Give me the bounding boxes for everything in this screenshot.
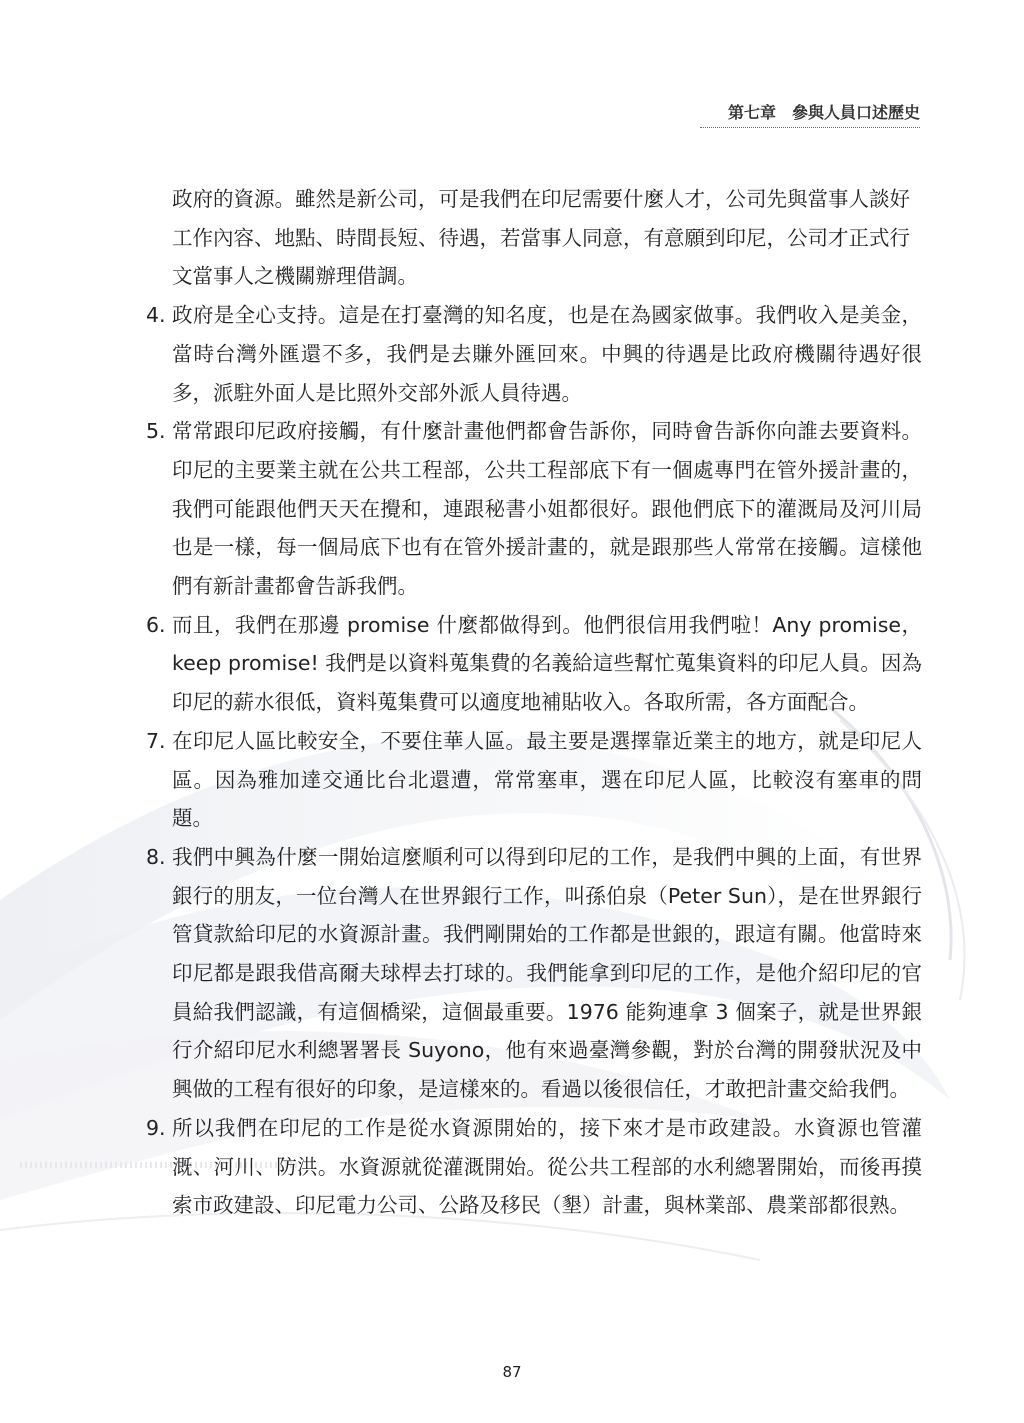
list-item-number: 5. — [146, 419, 166, 444]
list-item — [146, 838, 922, 1109]
list-item-number: 9. — [146, 1115, 166, 1140]
main-content — [146, 180, 922, 1225]
header-divider — [700, 127, 920, 128]
list-item — [146, 606, 922, 722]
list-item-text: 政府是全心支持。這是在打臺灣的知名度，也是在為國家做事。我們收入是美金，當時台灣外匯還不多，我們是去賺外匯回來。中興的待遇是比政府機關待遇好很多，派駐外面人是比照外交部外派人員待遇。 — [172, 303, 922, 405]
list-item — [146, 722, 922, 838]
list-item-text: 在印尼人區比較安全，不要住華人區。最主要是選擇靠近業主的地方，就是印尼人區。因為雅加達交通比台北還遭，常常塞車，選在印尼人區，比較沒有塞車的問題。 — [172, 728, 922, 831]
list-item-number: 4. — [146, 303, 166, 328]
list-item-number: 6. — [146, 612, 166, 637]
page-number: 87 — [502, 1363, 522, 1381]
list-item-text: 而且，我們在那邊 promise 什麼都做得到。他們很信用我們啦！Any promise，keep promise! 我們是以資料蒐集費的名義給這些幫忙蒐集資料的印尼人員。因為印尼的薪水很低，資料蒐集費可以適度地補貼收入。各取所需，各方面配合。 — [172, 612, 922, 715]
list-item-text: 我們中興為什麼一開始這麼順利可以得到印尼的工作，是我們中興的上面，有世界銀行的朋友，一位台灣人在世界銀行工作，叫孫伯泉（Peter Sun），是在世界銀行管貸款給印尼的水資源計畫。我們剛開始的工作都是世銀的，跟這有關。他當時來印尼都是跟我借高爾夫球桿去打球的。我們能拿到印尼的工作，是他介紹印尼的官員給我們認識，有這個橋梁，這個最重要。1976 能夠連拿 3 個案子，就是世界銀行介紹印尼水利總署署長 Suyono，他有來過臺灣參觀，對於台灣的開發狀況及中興做的工程有很好的印象，是這樣來的。看過以後很信任，才敢把計畫交給我們。 — [172, 844, 922, 1102]
chapter-header: 第七章 參與人員口述歷史 — [727, 103, 920, 122]
list-item — [146, 412, 922, 606]
list-item — [146, 296, 922, 412]
list-item — [146, 1109, 922, 1225]
list-item-number: 8. — [146, 844, 166, 869]
list-item-text: 所以我們在印尼的工作是從水資源開始的，接下來才是市政建設。水資源也管灌溉、河川、防洪。水資源就從灌溉開始。從公共工程部的水利總署開始，而後再摸索市政建設、印尼電力公司、公路及移民（墾）計畫，與林業部、農業部都很熟。 — [172, 1115, 922, 1218]
intro-paragraph: 政府的資源。雖然是新公司，可是我們在印尼需要什麼人才，公司先與當事人談好工作內容、地點、時間長短、待遇，若當事人同意，有意願到印尼，公司才正式行文當事人之機關辦理借調。 — [172, 187, 910, 289]
list-item-number: 7. — [146, 728, 166, 753]
list-item-text: 常常跟印尼政府接觸，有什麼計畫他們都會告訴你，同時會告訴你向誰去要資料。印尼的主要業主就在公共工程部，公共工程部底下有一個處專門在管外援計畫的，我們可能跟他們天天在攪和，連跟秘書小姐都很好。跟他們底下的灌溉局及河川局也是一樣，每一個局底下也有在管外援計畫的，就是跟那些人常常在接觸。這樣他們有新計畫都會告訴我們。 — [172, 419, 922, 599]
